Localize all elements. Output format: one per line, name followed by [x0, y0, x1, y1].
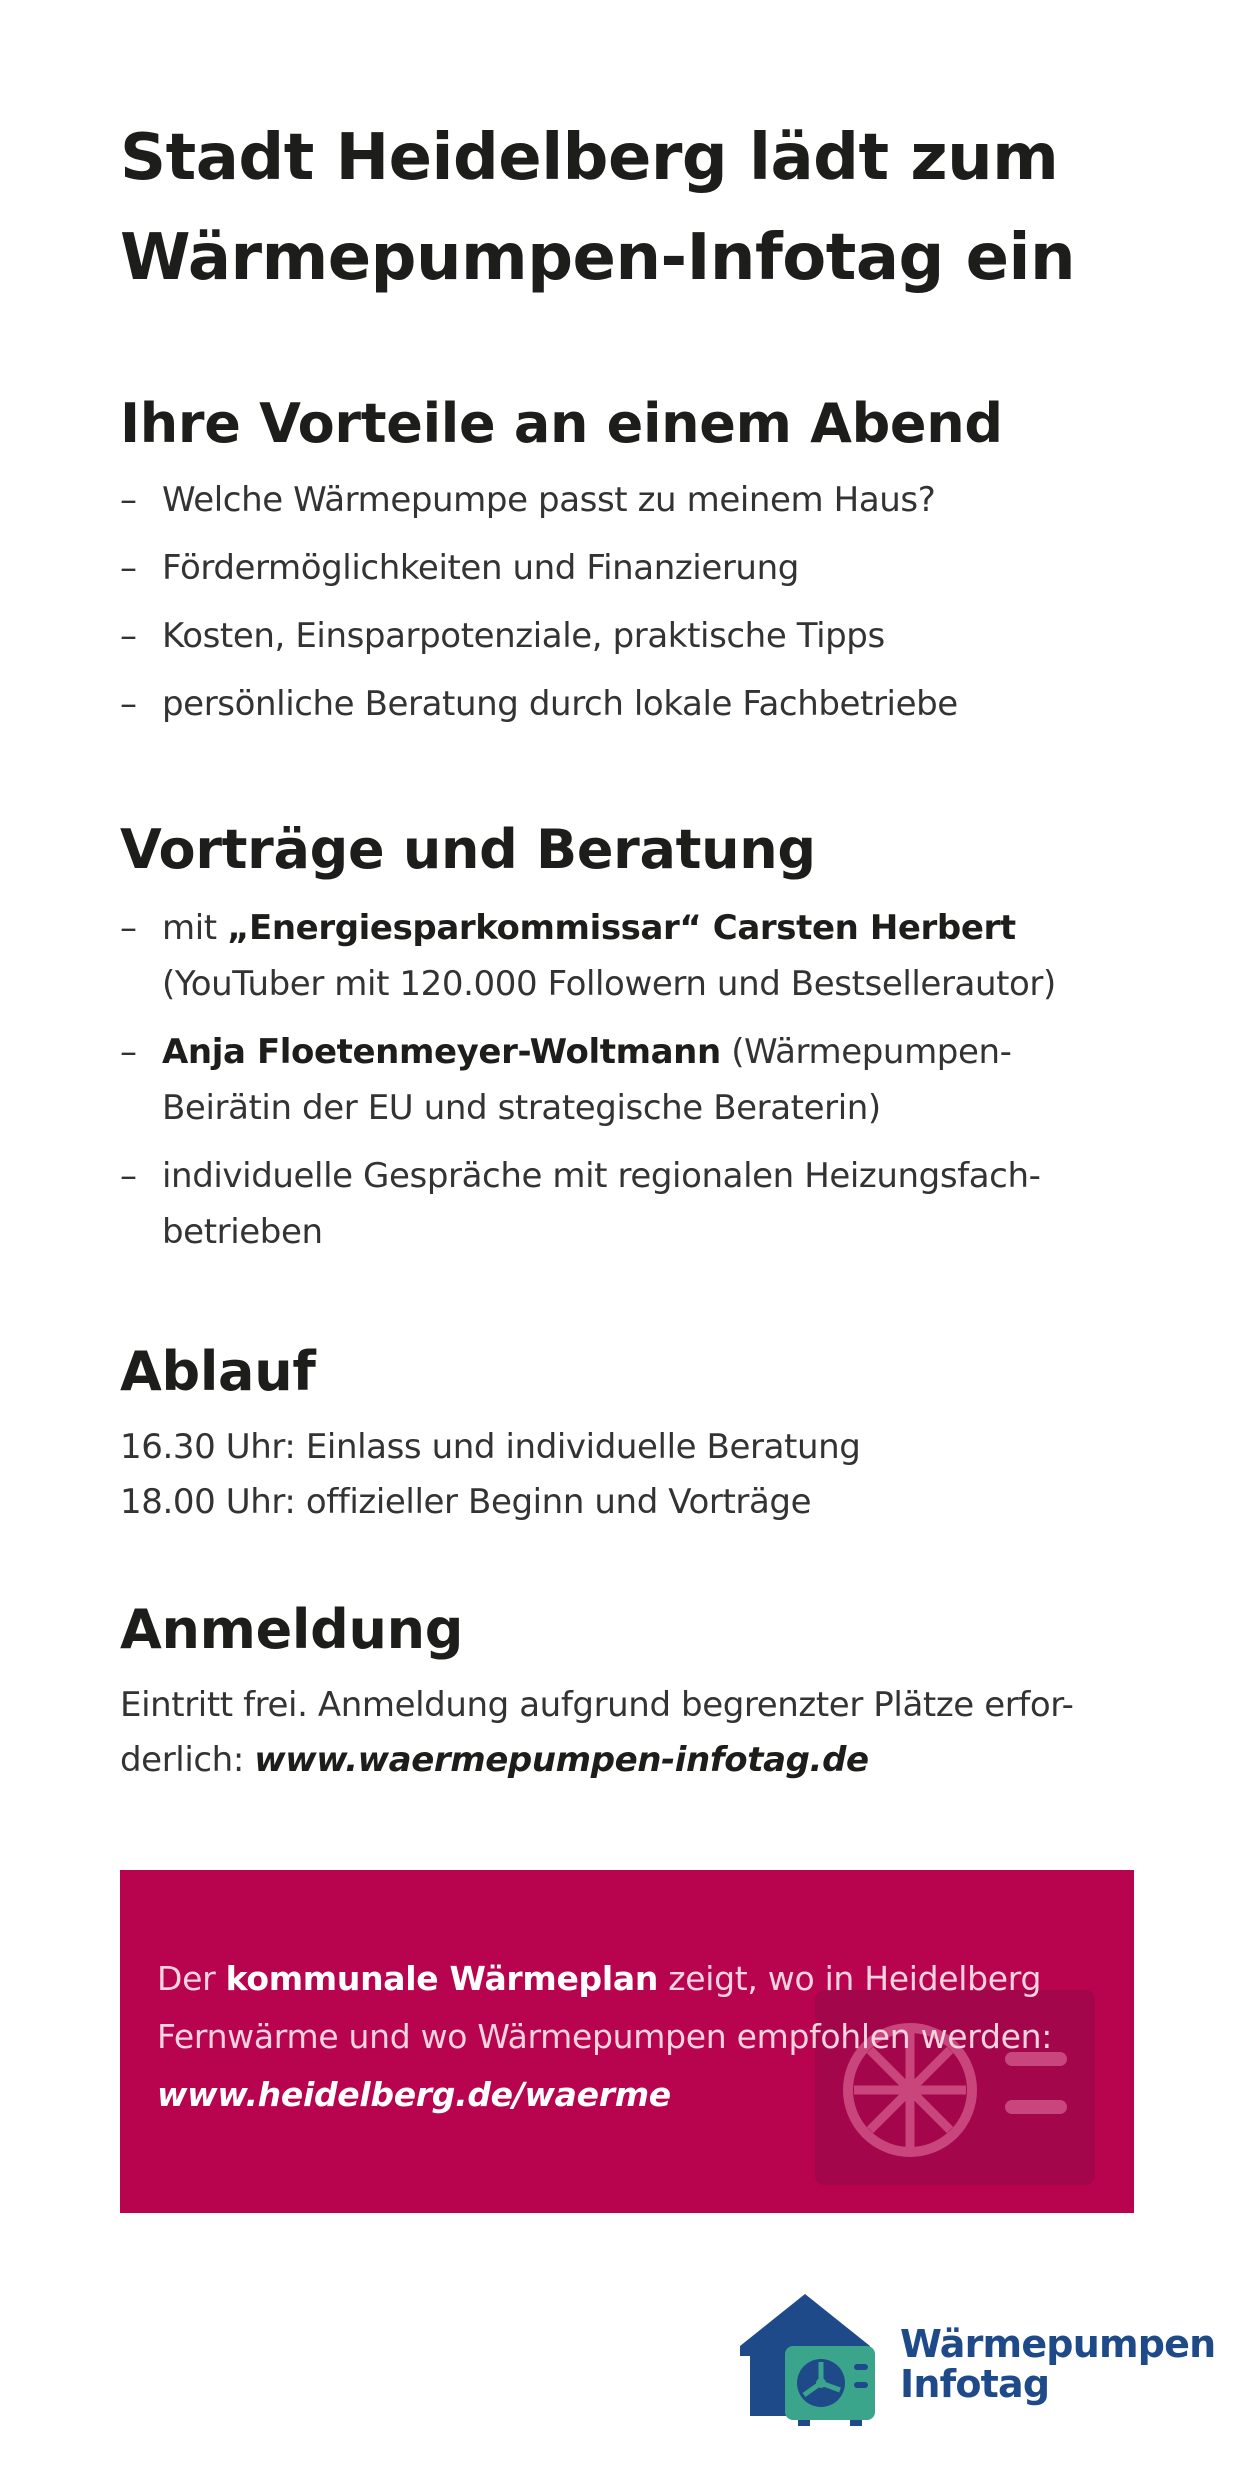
heat-plan-highlight: kommunale Wärmeplan	[225, 1959, 659, 1998]
title-line-1: Stadt Heidelberg lädt zum	[120, 121, 1059, 195]
talk-item-consultation: – individuelle Gespräche mit regionalen Heizungsfach- betrieben	[120, 1156, 1041, 1252]
registration-heading: Anmeldung	[120, 1598, 464, 1661]
infotag-logo	[730, 2286, 1216, 2426]
talk-item-speaker-1: – mit „Energiesparkommissar“ Carsten Herbert (YouTuber mit 120.000 Followern und Bestsellerautor)	[120, 908, 1056, 1004]
speaker-1-name: „Energiesparkommissar“ Carsten Herbert	[227, 908, 1016, 948]
heat-plan-promo-box	[120, 1870, 1134, 2213]
title-line-2: Wärmepumpen-Infotag ein	[120, 221, 1076, 295]
benefit-item: – Welche Wärmepumpe passt zu meinem Haus?	[120, 480, 936, 520]
schedule-line: 18.00 Uhr: offizieller Beginn und Vorträge	[120, 1482, 812, 1522]
schedule-line: 16.30 Uhr: Einlass und individuelle Beratung	[120, 1427, 861, 1467]
schedule-heading: Ablauf	[120, 1340, 316, 1403]
benefit-item: – persönliche Beratung durch lokale Fachbetriebe	[120, 684, 958, 724]
benefits-list	[120, 472, 1180, 732]
talk-item-speaker-2: – Anja Floetenmeyer-Woltmann (Wärmepumpen- Beirätin der EU und strategische Beraterin)	[120, 1032, 1012, 1128]
speaker-2-detail: Beirätin der EU und strategische Beraterin)	[162, 1088, 881, 1128]
heat-plan-link[interactable]: www.heidelberg.de/waerme	[157, 2075, 671, 2114]
heat-plan-text: Der kommunale Wärmeplan zeigt, wo in Heidelberg Fernwärme und wo Wärmepumpen empfohlen werden: www.heidelberg.de/waerme	[157, 1950, 1117, 2124]
schedule-text	[120, 1420, 1180, 1530]
benefits-heading: Ihre Vorteile an einem Abend	[120, 392, 1003, 455]
page-title	[120, 108, 1180, 308]
speaker-1-detail: (YouTuber mit 120.000 Followern und Bestsellerautor)	[162, 964, 1056, 1004]
speaker-2-name: Anja Floetenmeyer-Woltmann	[162, 1032, 721, 1072]
house-heat-pump-logo-icon	[730, 2286, 905, 2426]
registration-link[interactable]: www.waermepumpen-infotag.de	[254, 1740, 869, 1780]
logo-wordmark: Wärmepumpen Infotag	[900, 2322, 1216, 2406]
registration-text: Eintritt frei. Anmeldung aufgrund begrenzter Plätze erfor- derlich: www.waermepumpen-infotag.de	[120, 1685, 1074, 1780]
benefit-item: – Fördermöglichkeiten und Finanzierung	[120, 548, 799, 588]
benefit-item: – Kosten, Einsparpotenziale, praktische Tipps	[120, 616, 885, 656]
talks-list	[120, 900, 1180, 1272]
talks-heading: Vorträge und Beratung	[120, 818, 816, 881]
